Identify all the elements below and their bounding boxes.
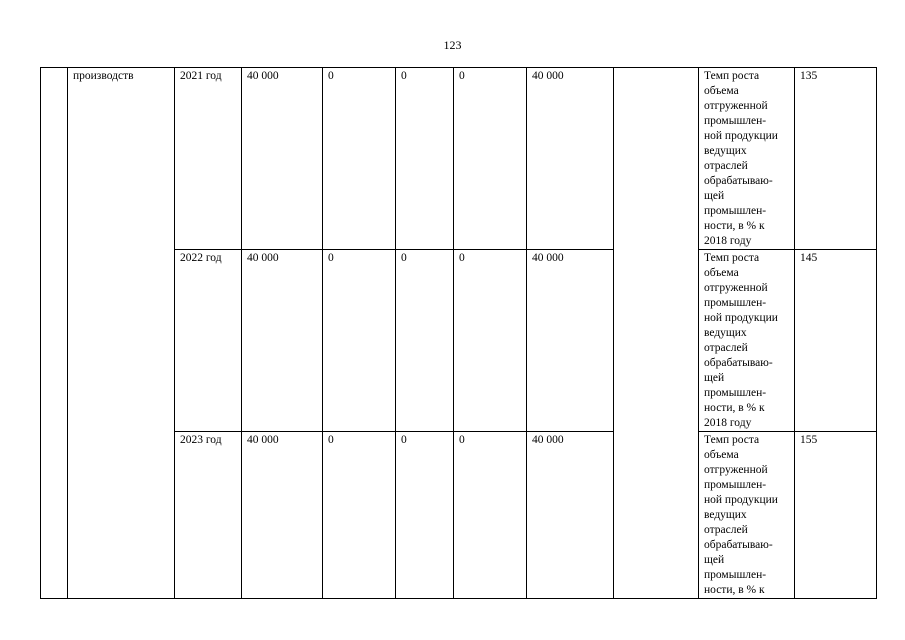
- total-cell: 40 000: [242, 432, 323, 599]
- indicator-value-cell: 155: [795, 432, 877, 599]
- table-row: [41, 68, 877, 250]
- executor-cell: [614, 68, 699, 599]
- funding-cell: 40 000: [527, 250, 614, 432]
- funding-cell: 0: [454, 432, 527, 599]
- funding-cell: 0: [454, 250, 527, 432]
- index-cell: [41, 68, 68, 599]
- year-cell: 2022 год: [175, 250, 242, 432]
- indicator-value-cell: 145: [795, 250, 877, 432]
- funding-cell: 40 000: [527, 68, 614, 250]
- total-cell: 40 000: [242, 68, 323, 250]
- indicator-cell: Темп роста объема отгруженной промышлен- ной продукции ведущих отраслей обрабатываю- щей промышлен- ности, в % к 2018 году: [699, 250, 795, 432]
- funding-cell: 0: [396, 250, 454, 432]
- funding-cell: 0: [323, 250, 396, 432]
- total-cell: 40 000: [242, 250, 323, 432]
- funding-cell: 40 000: [527, 432, 614, 599]
- indicator-cell: Темп роста объема отгруженной промышлен- ной продукции ведущих отраслей обрабатываю- щей промышлен- ности, в % к: [699, 432, 795, 599]
- entity-cell: производств: [68, 68, 175, 599]
- funding-cell: 0: [396, 68, 454, 250]
- funding-cell: 0: [454, 68, 527, 250]
- page-number: 123: [443, 38, 462, 52]
- funding-cell: 0: [323, 432, 396, 599]
- indicator-cell: Темп роста объема отгруженной промышлен- ной продукции ведущих отраслей обрабатываю- щей промышлен- ности, в % к 2018 году: [699, 68, 795, 250]
- indicator-value-cell: 135: [795, 68, 877, 250]
- funding-cell: 0: [323, 68, 396, 250]
- year-cell: 2021 год: [175, 68, 242, 250]
- program-table: [40, 67, 877, 599]
- year-cell: 2023 год: [175, 432, 242, 599]
- funding-cell: 0: [396, 432, 454, 599]
